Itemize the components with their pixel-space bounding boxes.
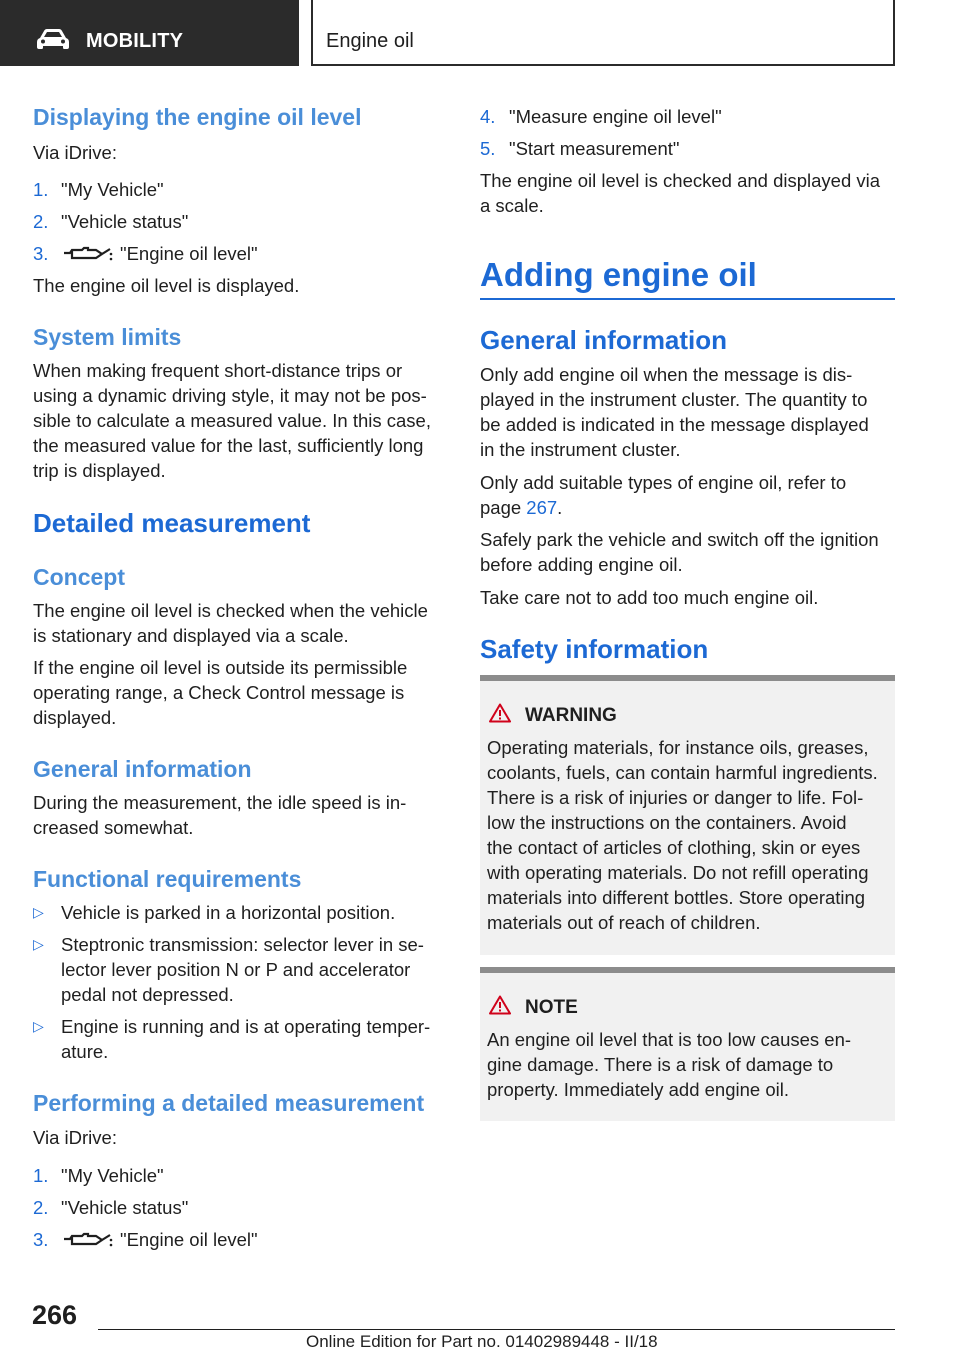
- step-text: "Start measurement": [509, 138, 680, 159]
- paragraph-line: If the engine oil level is outside its permissible: [33, 657, 408, 678]
- warning-triangle-icon: [489, 995, 511, 1015]
- paragraph-line: The engine oil level is checked and displayed via: [480, 170, 881, 191]
- step-text: "Measure engine oil level": [509, 106, 722, 127]
- page-prefix: page: [480, 497, 527, 518]
- limits-heading: System limits: [33, 324, 182, 350]
- page-link[interactable]: 267: [526, 497, 558, 518]
- paragraph-line: is stationary and displayed via a scale.: [33, 625, 349, 646]
- list-item: Steptronic transmission: selector lever in se-: [61, 934, 424, 955]
- step-text: "Engine oil level": [120, 1229, 258, 1250]
- general-heading-left: General information: [33, 756, 252, 782]
- perform-via: Via iDrive:: [33, 1127, 117, 1148]
- paragraph-line: When making frequent short-distance trips or: [33, 360, 403, 381]
- box-topbar: [480, 967, 895, 973]
- step-text: "Vehicle status": [61, 1197, 189, 1218]
- bullet-triangle-icon: ▷: [33, 1018, 44, 1034]
- step-text: "My Vehicle": [61, 179, 164, 200]
- note-box: [480, 967, 895, 1121]
- note-line: gine damage. There is a risk of damage to: [487, 1054, 834, 1075]
- section-title: Engine oil: [326, 30, 414, 52]
- step-text: "Engine oil level": [120, 243, 258, 264]
- note-line: property. Immediately add engine oil.: [487, 1079, 789, 1100]
- paragraph-line: sible to calculate a measured value. In this case,: [33, 410, 431, 431]
- bullet-triangle-icon: ▷: [33, 904, 44, 920]
- box-topbar: [480, 675, 895, 681]
- warning-line: materials out of reach of children.: [487, 912, 761, 933]
- display-via: Via iDrive:: [33, 142, 117, 163]
- note-line: An engine oil level that is too low causes en-: [487, 1029, 852, 1050]
- step-number: 1.: [33, 179, 49, 200]
- concept-heading: Concept: [33, 564, 125, 590]
- paragraph-line: creased somewhat.: [33, 817, 194, 838]
- paragraph-line: before adding engine oil.: [480, 554, 683, 575]
- step-number: 4.: [480, 106, 496, 127]
- step-number: 2.: [33, 211, 49, 232]
- warning-line: low the instructions on the containers. Avoid: [487, 812, 847, 833]
- list-item: ature.: [61, 1041, 109, 1062]
- warning-title: WARNING: [525, 705, 617, 726]
- note-title: NOTE: [525, 997, 578, 1018]
- chapter-title: MOBILITY: [86, 30, 184, 52]
- warning-line: There is a risk of injuries or danger to life. Fol-: [487, 787, 864, 808]
- warning-line: Operating materials, for instance oils, greases,: [487, 737, 869, 758]
- paragraph-line: the measured value for the last, sufficiently long: [33, 435, 424, 456]
- chapter-tab: [0, 0, 299, 66]
- step-number: 3.: [33, 243, 49, 264]
- step-number: 3.: [33, 1229, 49, 1250]
- paragraph-line: displayed.: [33, 707, 117, 728]
- heading-rule: [480, 298, 895, 300]
- car-icon: [36, 28, 70, 50]
- paragraph-line: in the instrument cluster.: [480, 439, 681, 460]
- list-item: pedal not depressed.: [61, 984, 234, 1005]
- paragraph-line: a scale.: [480, 195, 544, 216]
- display-heading: Displaying the engine oil level: [33, 104, 362, 130]
- paragraph-line: During the measurement, the idle speed is in-: [33, 792, 407, 813]
- warning-line: materials into different bottles. Store operating: [487, 887, 866, 908]
- paragraph-line: Take care not to add too much engine oil.: [480, 587, 819, 608]
- warning-line: with operating materials. Do not refill operating: [487, 862, 869, 883]
- adding-heading: Adding engine oil: [480, 256, 757, 293]
- step-number: 2.: [33, 1197, 49, 1218]
- bullet-triangle-icon: ▷: [33, 936, 44, 952]
- warning-box: [480, 675, 895, 955]
- func-heading: Functional requirements: [33, 866, 302, 892]
- paragraph-line: played in the instrument cluster. The quantity to: [480, 389, 868, 410]
- paragraph-line: using a dynamic driving style, it may not be pos-: [33, 385, 427, 406]
- page-reference: [480, 495, 562, 520]
- step-number: 5.: [480, 138, 496, 159]
- paragraph-line: The engine oil level is checked when the vehicle: [33, 600, 428, 621]
- footer-rule: [98, 1329, 895, 1330]
- paragraph-line: Only add suitable types of engine oil, refer to: [480, 472, 847, 493]
- perform-heading: Performing a detailed measurement: [33, 1090, 425, 1116]
- section-tab: [311, 0, 895, 66]
- warning-line: coolants, fuels, can contain harmful ingredients.: [487, 762, 878, 783]
- safety-heading: Safety information: [480, 634, 709, 664]
- edition-text: Online Edition for Part no. 01402989448 - II/18: [306, 1332, 658, 1351]
- page-suffix: .: [557, 497, 563, 518]
- detailed-heading: Detailed measurement: [33, 508, 311, 538]
- paragraph-line: Safely park the vehicle and switch off the ignition: [480, 529, 879, 550]
- paragraph-line: operating range, a Check Control message is: [33, 682, 405, 703]
- list-item: Vehicle is parked in a horizontal position.: [61, 902, 396, 923]
- step-number: 1.: [33, 1165, 49, 1186]
- engine-oil-icon: [62, 1230, 114, 1250]
- warning-line: the contact of articles of clothing, skin or eyes: [487, 837, 861, 858]
- list-item: Engine is running and is at operating temper-: [61, 1016, 431, 1037]
- step-text: "Vehicle status": [61, 211, 189, 232]
- display-result: The engine oil level is displayed.: [33, 275, 300, 296]
- paragraph-line: Only add engine oil when the message is dis-: [480, 364, 853, 385]
- general-heading-right: General information: [480, 325, 728, 355]
- engine-oil-icon: [62, 244, 114, 264]
- page-number: 266: [32, 1300, 78, 1330]
- warning-triangle-icon: [489, 703, 511, 723]
- step-text: "My Vehicle": [61, 1165, 164, 1186]
- paragraph-line: be added is indicated in the message displayed: [480, 414, 869, 435]
- paragraph-line: trip is displayed.: [33, 460, 166, 481]
- list-item: lector lever position N or P and accelerator: [61, 959, 411, 980]
